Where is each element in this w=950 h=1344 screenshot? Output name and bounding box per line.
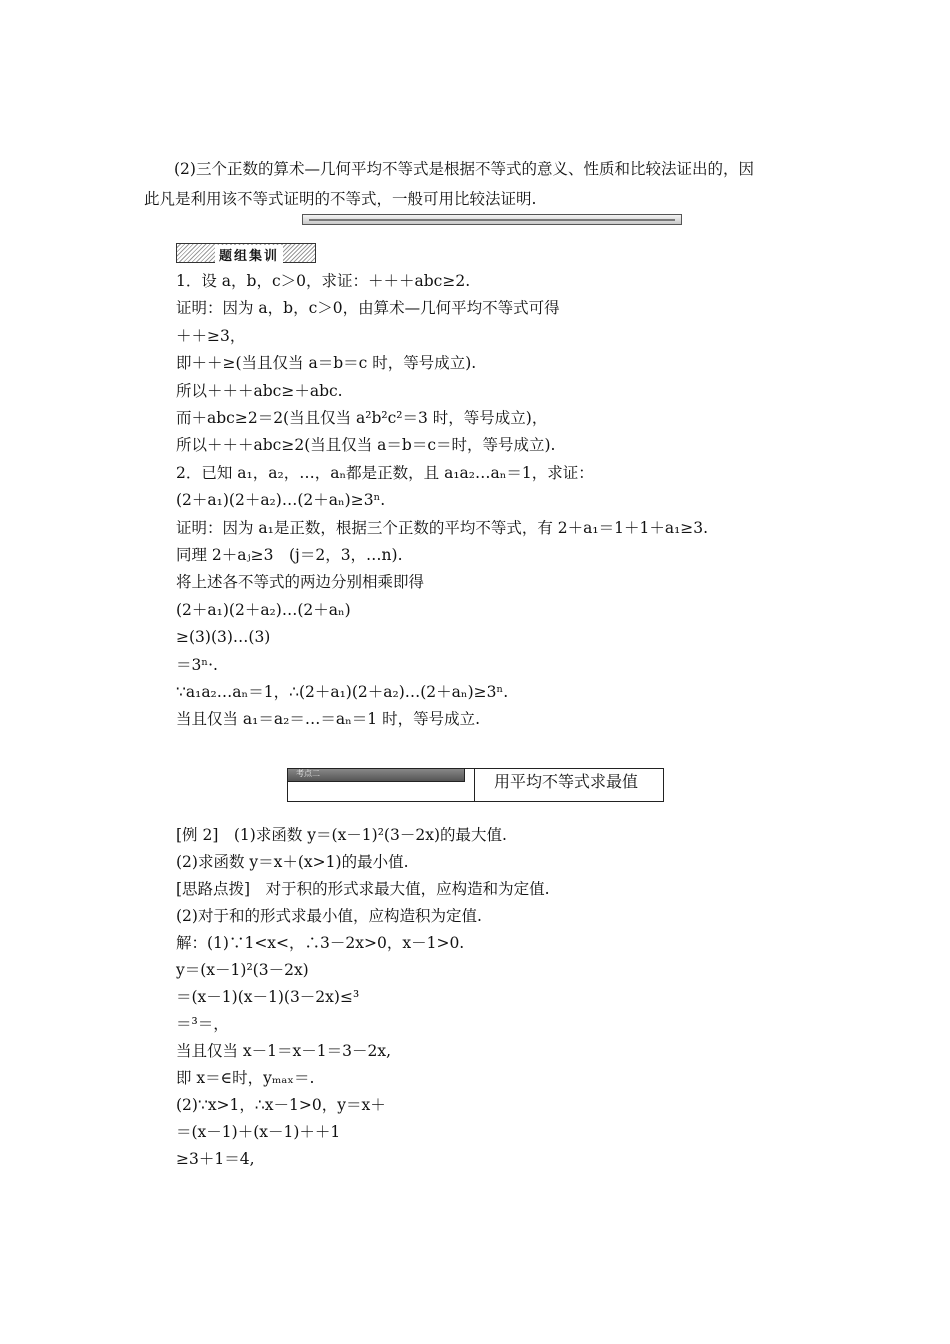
problem-line: ＝3ⁿ·. — [176, 655, 218, 674]
section-title: 用平均不等式求最值 — [494, 772, 639, 791]
problem-line: 而＋abc≥2＝2(当且仅当 a²b²c²＝3 时，等号成立)， — [176, 409, 548, 427]
problem-line: ∵a₁a₂…aₙ＝1，∴(2＋a₁)(2＋a₂)…(2＋aₙ)≥3ⁿ. — [176, 683, 509, 701]
example-line: 当且仅当 x－1＝x－1＝3－2x, — [176, 1042, 392, 1060]
problem-line: (2＋a₁)(2＋a₂)…(2＋aₙ) — [176, 600, 351, 619]
problem-line: 所以＋＋＋abc≥2(当且仅当 a＝b＝c＝时，等号成立). — [176, 436, 556, 455]
intro-paragraph — [144, 154, 824, 214]
group-practice-text: 题组集训 — [215, 245, 283, 264]
example-line: [思路点拨] 对于积的形式求最大值，应构造和为定值. — [176, 880, 550, 898]
example-line: ＝(x－1)(x－1)(3－2x)≤³ — [176, 988, 360, 1006]
section-divider — [302, 214, 682, 225]
problem-line: 即＋＋≥(当且仅当 a＝b＝c 时，等号成立). — [176, 354, 477, 373]
example-line: [例 2] (1)求函数 y＝(x－1)²(3－2x)的最大值. — [176, 826, 507, 844]
problem-line: 所以＋＋＋abc≥＋abc. — [176, 381, 343, 400]
section-heading-box — [287, 768, 664, 802]
section-separator — [474, 769, 475, 801]
group-practice-label — [176, 243, 316, 263]
problem-line: 2．已知 a₁，a₂，…，aₙ都是正数，且 a₁a₂…aₙ＝1，求证： — [176, 463, 594, 482]
example-line: (2)求函数 y＝x＋(x>1)的最小值. — [176, 853, 409, 871]
example-line: 即 x＝∈时，yₘₐₓ＝. — [176, 1069, 315, 1087]
problem-line: 1．设 a，b，c＞0，求证：＋＋＋abc≥2. — [176, 272, 471, 290]
example-line: 解：(1)∵1<x<，∴3－2x>0，x－1>0. — [176, 934, 465, 952]
problem-line: 证明：因为 a₁是正数，根据三个正数的平均不等式，有 2＋a₁＝1＋1＋a₁≥3. — [176, 518, 709, 537]
intro-line-1: (2)三个正数的算术—几何平均不等式是根据不等式的意义、性质和比较法证出的，因 — [174, 160, 754, 178]
example-line: (2)对于和的形式求最小值，应构造积为定值. — [176, 907, 482, 925]
problem-line: ≥(3)(3)…(3) — [176, 628, 271, 647]
example-line: y＝(x－1)²(3－2x) — [176, 961, 309, 979]
section-tag — [288, 769, 465, 782]
problem-line: 证明：因为 a，b，c＞0，由算术—几何平均不等式可得 — [176, 299, 560, 318]
problem-line: (2＋a₁)(2＋a₂)…(2＋aₙ)≥3ⁿ. — [176, 491, 386, 510]
problem-line: 同理 2＋aⱼ≥3 (j＝2，3，…n). — [176, 546, 403, 564]
example-line: (2)∵x>1，∴x－1>0，y＝x＋ — [176, 1096, 386, 1114]
example-line: ＝³＝， — [176, 1015, 229, 1033]
example-line: ＝(x－1)＋(x－1)＋＋1 — [176, 1123, 341, 1141]
problem-line: ＋＋≥3， — [176, 326, 246, 345]
section-tag-text: 考点二 — [296, 769, 320, 778]
intro-line-2: 此凡是利用该不等式证明的不等式，一般可用比较法证明. — [144, 190, 537, 208]
problem-line: 当且仅当 a₁＝a₂＝…＝aₙ＝1 时，等号成立. — [176, 710, 480, 729]
example-line: ≥3＋1＝4, — [176, 1150, 255, 1168]
problem-line: 将上述各不等式的两边分别相乘即得 — [176, 573, 425, 592]
